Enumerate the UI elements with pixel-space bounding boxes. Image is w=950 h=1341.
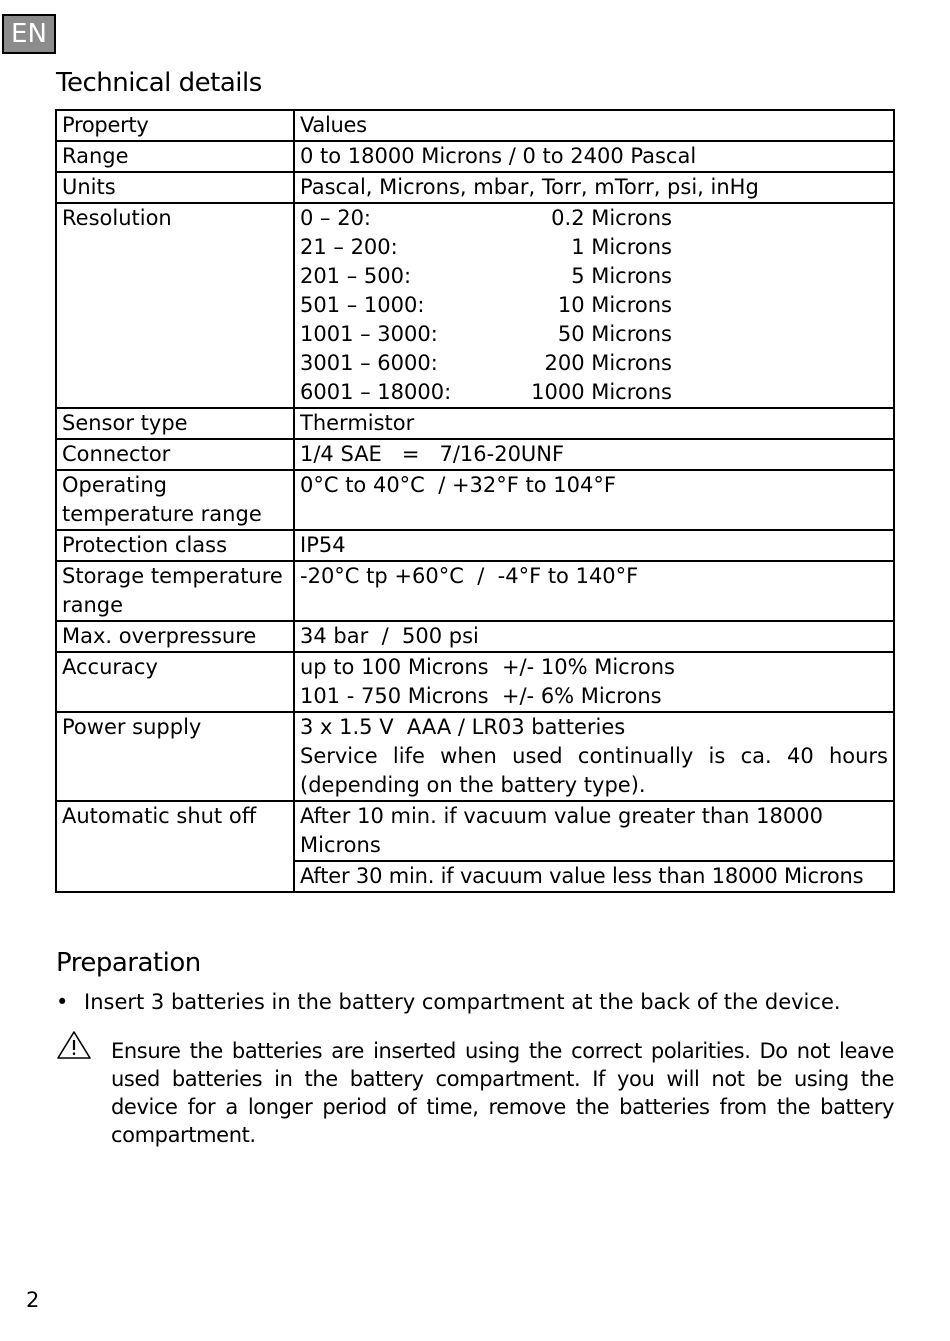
row-value-resolution [294, 203, 894, 408]
resolution-value: 10 Microns [557, 293, 672, 317]
resolution-entry [300, 204, 672, 233]
preparation-bullet [56, 988, 896, 1017]
technical-details-title: Technical details [56, 68, 262, 98]
resolution-value: 1 Microns [571, 235, 672, 259]
table-row [56, 470, 894, 530]
row-label-accuracy: Accuracy [56, 652, 294, 712]
table-row [56, 652, 894, 712]
row-value-protection-class: IP54 [294, 530, 894, 561]
table-row [56, 561, 894, 621]
resolution-value: 0.2 Microns [551, 206, 672, 230]
row-label-operating-temperature: Operating temperature range [56, 470, 294, 530]
row-label-resolution: Resolution [56, 203, 294, 408]
resolution-entry [300, 291, 672, 320]
resolution-value: 1000 Microns [531, 380, 672, 404]
row-label-storage-temperature: Storage temperature range [56, 561, 294, 621]
row-label-protection-class: Protection class [56, 530, 294, 561]
accuracy-line: 101 - 750 Microns +/- 6% Microns [300, 684, 662, 708]
resolution-entry [300, 378, 672, 407]
table-row [56, 712, 894, 801]
row-value-max-overpressure: 34 bar / 500 psi [294, 621, 894, 652]
table-row [56, 439, 894, 470]
row-label-range: Range [56, 141, 294, 172]
row-value-operating-temperature: 0°C to 40°C / +32°F to 104°F [294, 470, 894, 530]
resolution-range: 201 – 500: [300, 264, 412, 288]
table-row [56, 530, 894, 561]
row-value-storage-temperature: -20°C tp +60°C / -4°F to 140°F [294, 561, 894, 621]
bullet-dot-icon: • [56, 990, 69, 1014]
resolution-entry [300, 320, 672, 349]
resolution-range: 0 – 20: [300, 206, 372, 230]
power-supply-line: Service life when used continually is ca. 40 hours (depending on the battery type). [300, 744, 888, 797]
resolution-range: 3001 – 6000: [300, 351, 438, 375]
row-value-shut-off-2: After 30 min. if vacuum value less than 18000 Microns [294, 861, 894, 892]
preparation-title: Preparation [56, 948, 201, 978]
warning-icon [56, 1030, 92, 1060]
row-label-sensor-type: Sensor type [56, 408, 294, 439]
row-value-power-supply [294, 712, 894, 801]
row-value-shut-off-1: After 10 min. if vacuum value greater than 18000 Microns [294, 801, 894, 861]
row-value-connector: 1/4 SAE = 7/16-20UNF [294, 439, 894, 470]
table-row [56, 408, 894, 439]
table-row [56, 203, 894, 408]
warning-text: Ensure the batteries are inserted using the correct polarities. Do not leave used batteries in the battery compartment. If you will not be using the device for a longer period of time, remove the batteries from the battery compartment. [111, 1039, 894, 1147]
row-label-max-overpressure: Max. overpressure [56, 621, 294, 652]
resolution-value: 5 Microns [571, 264, 672, 288]
row-label-units: Units [56, 172, 294, 203]
table-header-row [56, 110, 894, 141]
accuracy-line: up to 100 Microns +/- 10% Microns [300, 655, 675, 679]
table-row [56, 621, 894, 652]
row-value-accuracy [294, 652, 894, 712]
resolution-range: 6001 – 18000: [300, 380, 452, 404]
power-supply-line: 3 x 1.5 V AAA / LR03 batteries [300, 715, 626, 739]
resolution-value: 50 Microns [557, 322, 672, 346]
row-value-range: 0 to 18000 Microns / 0 to 2400 Pascal [294, 141, 894, 172]
resolution-entry [300, 262, 672, 291]
resolution-range: 1001 – 3000: [300, 322, 438, 346]
language-badge: EN [2, 14, 56, 54]
table-row [56, 801, 894, 861]
resolution-value: 200 Microns [544, 351, 672, 375]
resolution-range: 501 – 1000: [300, 293, 425, 317]
row-label-power-supply: Power supply [56, 712, 294, 801]
row-label-connector: Connector [56, 439, 294, 470]
technical-details-table [55, 109, 895, 893]
row-label-automatic-shut-off: Automatic shut off [56, 801, 294, 892]
bullet-text: Insert 3 batteries in the battery compartment at the back of the device. [84, 990, 841, 1014]
table-row [56, 172, 894, 203]
resolution-entry [300, 349, 672, 378]
row-value-units: Pascal, Microns, mbar, Torr, mTorr, psi, inHg [294, 172, 894, 203]
page-number: 2 [26, 1288, 40, 1312]
resolution-entry [300, 233, 672, 262]
row-value-sensor-type: Thermistor [294, 408, 894, 439]
resolution-range: 21 – 200: [300, 235, 398, 259]
header-property: Property [56, 110, 294, 141]
header-values: Values [294, 110, 894, 141]
table-row [56, 141, 894, 172]
